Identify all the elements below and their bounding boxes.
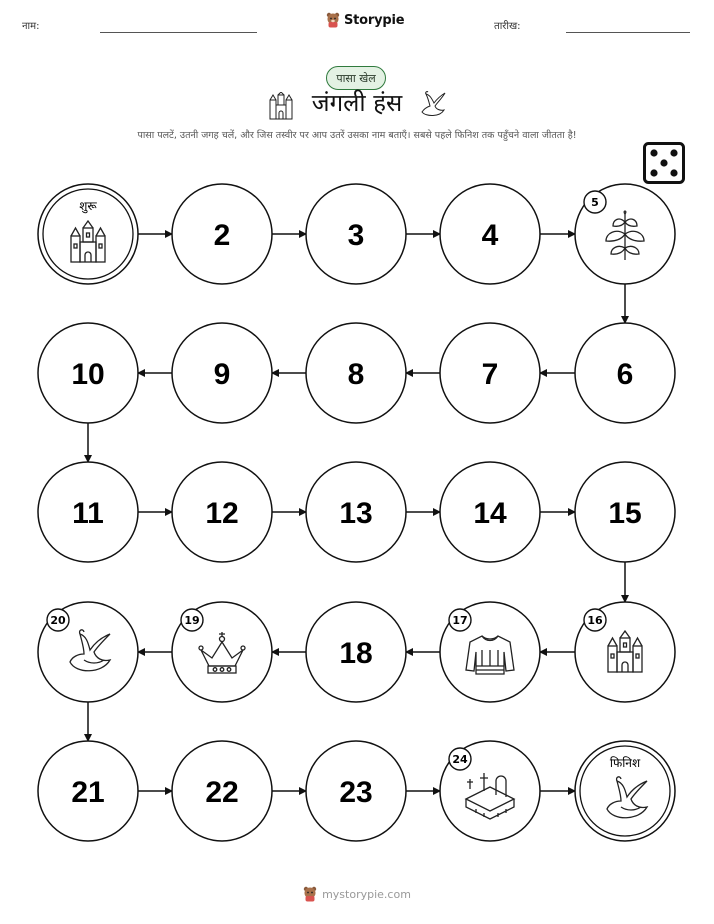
- space-number: 15: [608, 497, 642, 530]
- footer: [0, 886, 714, 902]
- game-title: जंगली हंस: [311, 89, 403, 117]
- board-space-6[interactable]: [575, 323, 675, 423]
- date-label: तारीख:: [494, 21, 521, 32]
- bear-mascot-icon: [303, 886, 317, 902]
- board-space-21[interactable]: [38, 741, 138, 841]
- space-number: 8: [347, 358, 365, 391]
- space-number: 7: [481, 358, 499, 391]
- start-space[interactable]: [38, 184, 138, 284]
- badge-number: 16: [587, 614, 603, 627]
- space-number: 6: [616, 358, 634, 391]
- space-number: 18: [339, 637, 373, 670]
- space-number: 3: [347, 219, 365, 252]
- board-space-16[interactable]: [575, 602, 675, 702]
- instructions: पासा पलटें, उतनी जगह चलें, और जिस तस्वीर पर आप उतरें उसका नाम बताएँ। सबसे पहले फिनिश तक पहुँचने वाला जीतता है!: [137, 130, 577, 141]
- badge-number: 24: [452, 753, 468, 766]
- board-space-4[interactable]: [440, 184, 540, 284]
- space-number: 13: [339, 497, 373, 530]
- board-space-17[interactable]: [440, 602, 540, 702]
- start-label: शुरू: [79, 199, 97, 213]
- board-space-24[interactable]: [440, 741, 540, 841]
- board-space-12[interactable]: [172, 462, 272, 562]
- finish-label: फिनिश: [609, 756, 641, 770]
- finish-space[interactable]: [575, 741, 675, 841]
- brand-name: Storypie: [344, 12, 405, 28]
- board-space-9[interactable]: [172, 323, 272, 423]
- board-space-14[interactable]: [440, 462, 540, 562]
- board-space-13[interactable]: [306, 462, 406, 562]
- game-type-tag: पासा खेल: [326, 66, 386, 90]
- space-number: 14: [473, 497, 507, 530]
- board-space-5[interactable]: [575, 184, 675, 284]
- space-number: 2: [213, 219, 231, 252]
- name-label: नाम:: [22, 21, 40, 32]
- board-space-23[interactable]: [306, 741, 406, 841]
- space-number: 4: [481, 219, 499, 252]
- board-space-19[interactable]: [172, 602, 272, 702]
- space-number: 21: [71, 776, 105, 809]
- space-number: 23: [339, 776, 373, 809]
- board-space-20[interactable]: [38, 602, 138, 702]
- board-space-3[interactable]: [306, 184, 406, 284]
- badge-number: 20: [50, 614, 66, 627]
- badge-number: 19: [184, 614, 200, 627]
- board-space-7[interactable]: [440, 323, 540, 423]
- space-number: 10: [71, 358, 105, 391]
- board-space-10[interactable]: [38, 323, 138, 423]
- badge-number: 5: [591, 196, 599, 209]
- board-space-15[interactable]: [575, 462, 675, 562]
- space-number: 9: [213, 358, 231, 391]
- board-space-11[interactable]: [38, 462, 138, 562]
- footer-url[interactable]: mystorypie.com: [322, 887, 411, 901]
- badge-number: 17: [452, 614, 468, 627]
- board-space-22[interactable]: [172, 741, 272, 841]
- board-space-2[interactable]: [172, 184, 272, 284]
- space-number: 22: [205, 776, 239, 809]
- board-space-8[interactable]: [306, 323, 406, 423]
- space-number: 11: [72, 497, 104, 530]
- board-space-18[interactable]: [306, 602, 406, 702]
- space-number: 12: [205, 497, 239, 530]
